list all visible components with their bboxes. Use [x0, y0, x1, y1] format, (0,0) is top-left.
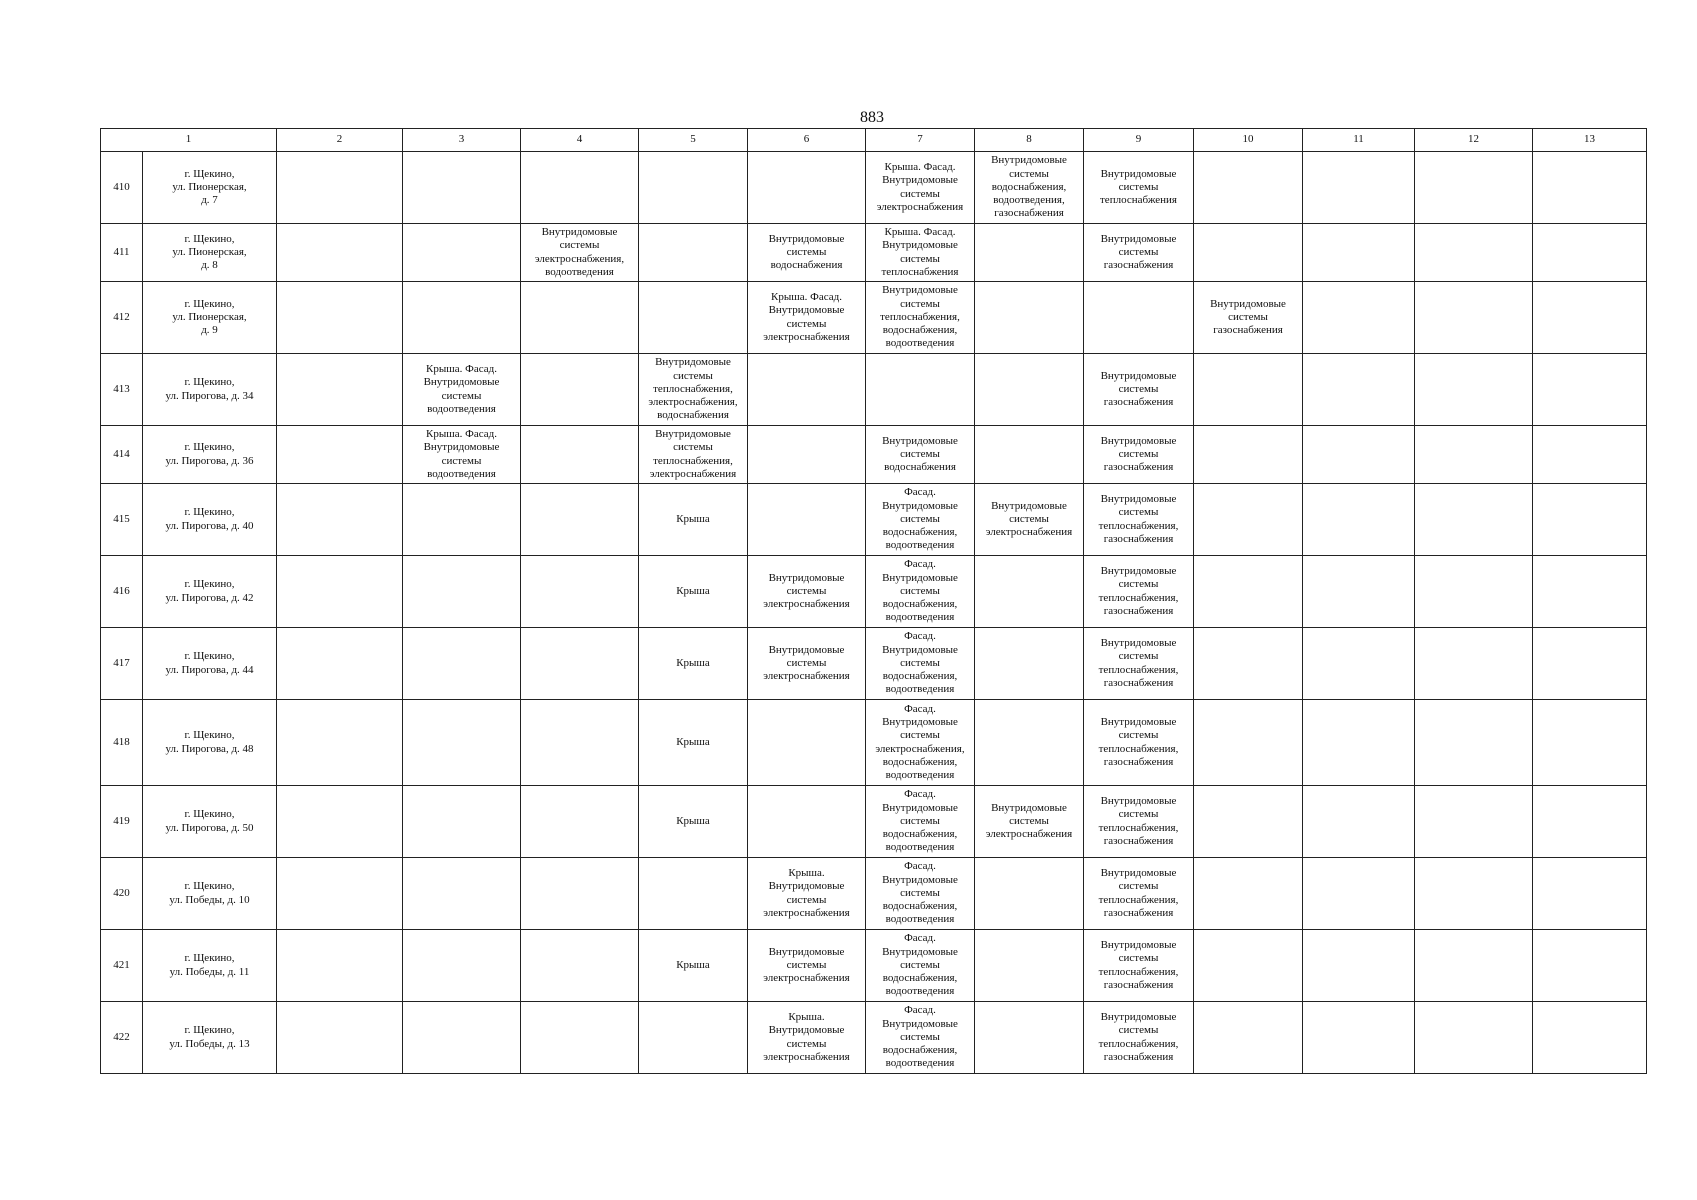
row-number-cell: 418	[101, 700, 143, 786]
col-10-cell	[1194, 152, 1303, 224]
col-12-cell	[1415, 282, 1533, 354]
col-3-cell	[403, 786, 521, 858]
row-number-cell: 417	[101, 628, 143, 700]
col-9-cell: Внутридомовые системы теплоснабжения, газоснабжения	[1084, 858, 1194, 930]
col-10-cell	[1194, 354, 1303, 426]
col-5-cell: Крыша	[639, 700, 748, 786]
col-7-cell: Крыша. Фасад. Внутридомовые системы электроснабжения	[866, 152, 975, 224]
col-10-cell	[1194, 1002, 1303, 1074]
col-9-cell	[1084, 282, 1194, 354]
col-11-cell	[1303, 282, 1415, 354]
address-cell: г. Щекино, ул. Пирогова, д. 44	[143, 628, 277, 700]
col-9-cell: Внутридомовые системы газоснабжения	[1084, 354, 1194, 426]
col-5-cell	[639, 858, 748, 930]
col-13-cell	[1533, 628, 1647, 700]
col-2-cell	[277, 484, 403, 556]
col-4-cell	[521, 282, 639, 354]
col-9-cell: Внутридомовые системы теплоснабжения, газоснабжения	[1084, 628, 1194, 700]
row-number-cell: 422	[101, 1002, 143, 1074]
col-12-cell	[1415, 484, 1533, 556]
col-2-cell	[277, 1002, 403, 1074]
col-3-cell	[403, 1002, 521, 1074]
column-header: 8	[975, 129, 1084, 152]
col-2-cell	[277, 354, 403, 426]
table-row	[101, 152, 1647, 224]
col-7-cell: Фасад. Внутридомовые системы водоснабжения, водоотведения	[866, 556, 975, 628]
col-6-cell: Крыша. Внутридомовые системы электроснабжения	[748, 858, 866, 930]
col-11-cell	[1303, 426, 1415, 484]
col-13-cell	[1533, 354, 1647, 426]
address-cell: г. Щекино, ул. Пирогова, д. 36	[143, 426, 277, 484]
table-row	[101, 282, 1647, 354]
column-header: 11	[1303, 129, 1415, 152]
col-3-cell	[403, 700, 521, 786]
col-7-cell: Фасад. Внутридомовые системы водоснабжения, водоотведения	[866, 930, 975, 1002]
col-13-cell	[1533, 556, 1647, 628]
address-cell: г. Щекино, ул. Пирогова, д. 48	[143, 700, 277, 786]
col-6-cell: Внутридомовые системы водоснабжения	[748, 224, 866, 282]
row-number-cell: 413	[101, 354, 143, 426]
col-7-cell	[866, 354, 975, 426]
col-9-cell: Внутридомовые системы теплоснабжения	[1084, 152, 1194, 224]
col-4-cell	[521, 628, 639, 700]
col-2-cell	[277, 628, 403, 700]
col-9-cell: Внутридомовые системы теплоснабжения, газоснабжения	[1084, 1002, 1194, 1074]
row-number-cell: 416	[101, 556, 143, 628]
col-11-cell	[1303, 484, 1415, 556]
col-13-cell	[1533, 1002, 1647, 1074]
col-5-cell: Крыша	[639, 930, 748, 1002]
col-8-cell	[975, 426, 1084, 484]
col-9-cell: Внутридомовые системы теплоснабжения, газоснабжения	[1084, 484, 1194, 556]
col-6-cell: Внутридомовые системы электроснабжения	[748, 628, 866, 700]
col-4-cell	[521, 858, 639, 930]
col-8-cell: Внутридомовые системы электроснабжения	[975, 786, 1084, 858]
col-6-cell	[748, 700, 866, 786]
col-13-cell	[1533, 930, 1647, 1002]
col-3-cell	[403, 282, 521, 354]
col-11-cell	[1303, 930, 1415, 1002]
col-12-cell	[1415, 426, 1533, 484]
col-6-cell	[748, 426, 866, 484]
col-8-cell	[975, 858, 1084, 930]
col-12-cell	[1415, 786, 1533, 858]
col-12-cell	[1415, 700, 1533, 786]
col-6-cell: Крыша. Внутридомовые системы электроснабжения	[748, 1002, 866, 1074]
col-8-cell	[975, 282, 1084, 354]
column-header: 1	[101, 129, 277, 152]
col-12-cell	[1415, 354, 1533, 426]
column-header: 5	[639, 129, 748, 152]
col-12-cell	[1415, 224, 1533, 282]
col-6-cell	[748, 354, 866, 426]
col-2-cell	[277, 700, 403, 786]
col-7-cell: Внутридомовые системы водоснабжения	[866, 426, 975, 484]
col-4-cell	[521, 484, 639, 556]
col-5-cell: Крыша	[639, 628, 748, 700]
col-4-cell	[521, 354, 639, 426]
col-2-cell	[277, 858, 403, 930]
table-row	[101, 700, 1647, 786]
col-3-cell	[403, 152, 521, 224]
col-3-cell: Крыша. Фасад. Внутридомовые системы водоотведения	[403, 354, 521, 426]
row-number-cell: 419	[101, 786, 143, 858]
col-8-cell	[975, 930, 1084, 1002]
col-3-cell	[403, 930, 521, 1002]
col-12-cell	[1415, 556, 1533, 628]
col-4-cell	[521, 930, 639, 1002]
col-3-cell	[403, 484, 521, 556]
row-number-cell: 415	[101, 484, 143, 556]
col-13-cell	[1533, 426, 1647, 484]
col-11-cell	[1303, 1002, 1415, 1074]
col-8-cell	[975, 628, 1084, 700]
col-12-cell	[1415, 152, 1533, 224]
col-4-cell	[521, 700, 639, 786]
col-10-cell	[1194, 700, 1303, 786]
col-13-cell	[1533, 282, 1647, 354]
col-10-cell	[1194, 556, 1303, 628]
column-header: 13	[1533, 129, 1647, 152]
col-13-cell	[1533, 152, 1647, 224]
address-cell: г. Щекино, ул. Пирогова, д. 34	[143, 354, 277, 426]
col-9-cell: Внутридомовые системы теплоснабжения, газоснабжения	[1084, 700, 1194, 786]
row-number-cell: 412	[101, 282, 143, 354]
column-header: 12	[1415, 129, 1533, 152]
col-7-cell: Фасад. Внутридомовые системы водоснабжения, водоотведения	[866, 484, 975, 556]
column-header: 6	[748, 129, 866, 152]
col-10-cell: Внутридомовые системы газоснабжения	[1194, 282, 1303, 354]
col-11-cell	[1303, 628, 1415, 700]
table-row	[101, 556, 1647, 628]
col-12-cell	[1415, 930, 1533, 1002]
col-6-cell	[748, 152, 866, 224]
col-2-cell	[277, 426, 403, 484]
column-header: 4	[521, 129, 639, 152]
address-cell: г. Щекино, ул. Победы, д. 10	[143, 858, 277, 930]
row-number-cell: 410	[101, 152, 143, 224]
col-8-cell	[975, 700, 1084, 786]
col-4-cell	[521, 426, 639, 484]
table-row	[101, 786, 1647, 858]
address-cell: г. Щекино, ул. Пионерская, д. 8	[143, 224, 277, 282]
col-6-cell: Внутридомовые системы электроснабжения	[748, 930, 866, 1002]
col-8-cell	[975, 224, 1084, 282]
col-13-cell	[1533, 224, 1647, 282]
col-13-cell	[1533, 484, 1647, 556]
col-4-cell: Внутридомовые системы электроснабжения, водоотведения	[521, 224, 639, 282]
col-11-cell	[1303, 224, 1415, 282]
col-7-cell: Фасад. Внутридомовые системы водоснабжения, водоотведения	[866, 1002, 975, 1074]
col-11-cell	[1303, 700, 1415, 786]
col-10-cell	[1194, 484, 1303, 556]
table-body	[101, 152, 1647, 1074]
col-3-cell	[403, 224, 521, 282]
row-number-cell: 420	[101, 858, 143, 930]
col-7-cell: Фасад. Внутридомовые системы водоснабжения, водоотведения	[866, 858, 975, 930]
col-5-cell: Крыша	[639, 786, 748, 858]
col-2-cell	[277, 930, 403, 1002]
col-5-cell	[639, 282, 748, 354]
column-header: 7	[866, 129, 975, 152]
col-12-cell	[1415, 858, 1533, 930]
address-cell: г. Щекино, ул. Победы, д. 13	[143, 1002, 277, 1074]
col-10-cell	[1194, 426, 1303, 484]
address-cell: г. Щекино, ул. Пионерская, д. 9	[143, 282, 277, 354]
col-9-cell: Внутридомовые системы теплоснабжения, газоснабжения	[1084, 556, 1194, 628]
table-row	[101, 484, 1647, 556]
col-2-cell	[277, 224, 403, 282]
col-5-cell	[639, 224, 748, 282]
col-10-cell	[1194, 628, 1303, 700]
address-cell: г. Щекино, ул. Победы, д. 11	[143, 930, 277, 1002]
col-7-cell: Фасад. Внутридомовые системы водоснабжения, водоотведения	[866, 628, 975, 700]
col-4-cell	[521, 1002, 639, 1074]
col-6-cell: Крыша. Фасад. Внутридомовые системы электроснабжения	[748, 282, 866, 354]
col-11-cell	[1303, 556, 1415, 628]
col-6-cell	[748, 484, 866, 556]
col-11-cell	[1303, 354, 1415, 426]
col-2-cell	[277, 556, 403, 628]
col-5-cell: Крыша	[639, 556, 748, 628]
col-9-cell: Внутридомовые системы теплоснабжения, газоснабжения	[1084, 786, 1194, 858]
col-7-cell: Крыша. Фасад. Внутридомовые системы теплоснабжения	[866, 224, 975, 282]
col-9-cell: Внутридомовые системы газоснабжения	[1084, 426, 1194, 484]
col-11-cell	[1303, 858, 1415, 930]
col-13-cell	[1533, 858, 1647, 930]
col-12-cell	[1415, 1002, 1533, 1074]
col-12-cell	[1415, 628, 1533, 700]
col-8-cell	[975, 354, 1084, 426]
col-3-cell	[403, 556, 521, 628]
col-8-cell	[975, 1002, 1084, 1074]
column-header: 9	[1084, 129, 1194, 152]
col-2-cell	[277, 786, 403, 858]
col-6-cell: Внутридомовые системы электроснабжения	[748, 556, 866, 628]
col-2-cell	[277, 282, 403, 354]
col-4-cell	[521, 556, 639, 628]
address-cell: г. Щекино, ул. Пирогова, д. 40	[143, 484, 277, 556]
col-5-cell	[639, 1002, 748, 1074]
table-row	[101, 1002, 1647, 1074]
column-header: 2	[277, 129, 403, 152]
col-3-cell: Крыша. Фасад. Внутридомовые системы водоотведения	[403, 426, 521, 484]
table-row	[101, 858, 1647, 930]
column-number-header-row	[101, 129, 1647, 152]
address-cell: г. Щекино, ул. Пирогова, д. 42	[143, 556, 277, 628]
col-3-cell	[403, 628, 521, 700]
col-5-cell: Крыша	[639, 484, 748, 556]
address-cell: г. Щекино, ул. Пирогова, д. 50	[143, 786, 277, 858]
row-number-cell: 411	[101, 224, 143, 282]
table-row	[101, 354, 1647, 426]
col-7-cell: Внутридомовые системы теплоснабжения, водоснабжения, водоотведения	[866, 282, 975, 354]
col-5-cell: Внутридомовые системы теплоснабжения, электроснабжения, водоснабжения	[639, 354, 748, 426]
col-7-cell: Фасад. Внутридомовые системы водоснабжения, водоотведения	[866, 786, 975, 858]
col-11-cell	[1303, 786, 1415, 858]
row-number-cell: 421	[101, 930, 143, 1002]
col-10-cell	[1194, 786, 1303, 858]
col-8-cell: Внутридомовые системы электроснабжения	[975, 484, 1084, 556]
col-6-cell	[748, 786, 866, 858]
col-11-cell	[1303, 152, 1415, 224]
col-13-cell	[1533, 786, 1647, 858]
col-9-cell: Внутридомовые системы газоснабжения	[1084, 224, 1194, 282]
column-header: 10	[1194, 129, 1303, 152]
col-4-cell	[521, 786, 639, 858]
col-8-cell	[975, 556, 1084, 628]
table-row	[101, 224, 1647, 282]
col-8-cell: Внутридомовые системы водоснабжения, водоотведения, газоснабжения	[975, 152, 1084, 224]
col-7-cell: Фасад. Внутридомовые системы электроснабжения, водоснабжения, водоотведения	[866, 700, 975, 786]
col-5-cell: Внутридомовые системы теплоснабжения, электроснабжения	[639, 426, 748, 484]
col-4-cell	[521, 152, 639, 224]
col-10-cell	[1194, 930, 1303, 1002]
col-13-cell	[1533, 700, 1647, 786]
row-number-cell: 414	[101, 426, 143, 484]
col-5-cell	[639, 152, 748, 224]
col-10-cell	[1194, 224, 1303, 282]
col-9-cell: Внутридомовые системы теплоснабжения, газоснабжения	[1084, 930, 1194, 1002]
col-10-cell	[1194, 858, 1303, 930]
repair-schedule-table	[100, 128, 1647, 1074]
column-header: 3	[403, 129, 521, 152]
table-row	[101, 426, 1647, 484]
address-cell: г. Щекино, ул. Пионерская, д. 7	[143, 152, 277, 224]
table-row	[101, 628, 1647, 700]
page-number: 883	[860, 109, 884, 126]
col-2-cell	[277, 152, 403, 224]
col-3-cell	[403, 858, 521, 930]
table-row	[101, 930, 1647, 1002]
